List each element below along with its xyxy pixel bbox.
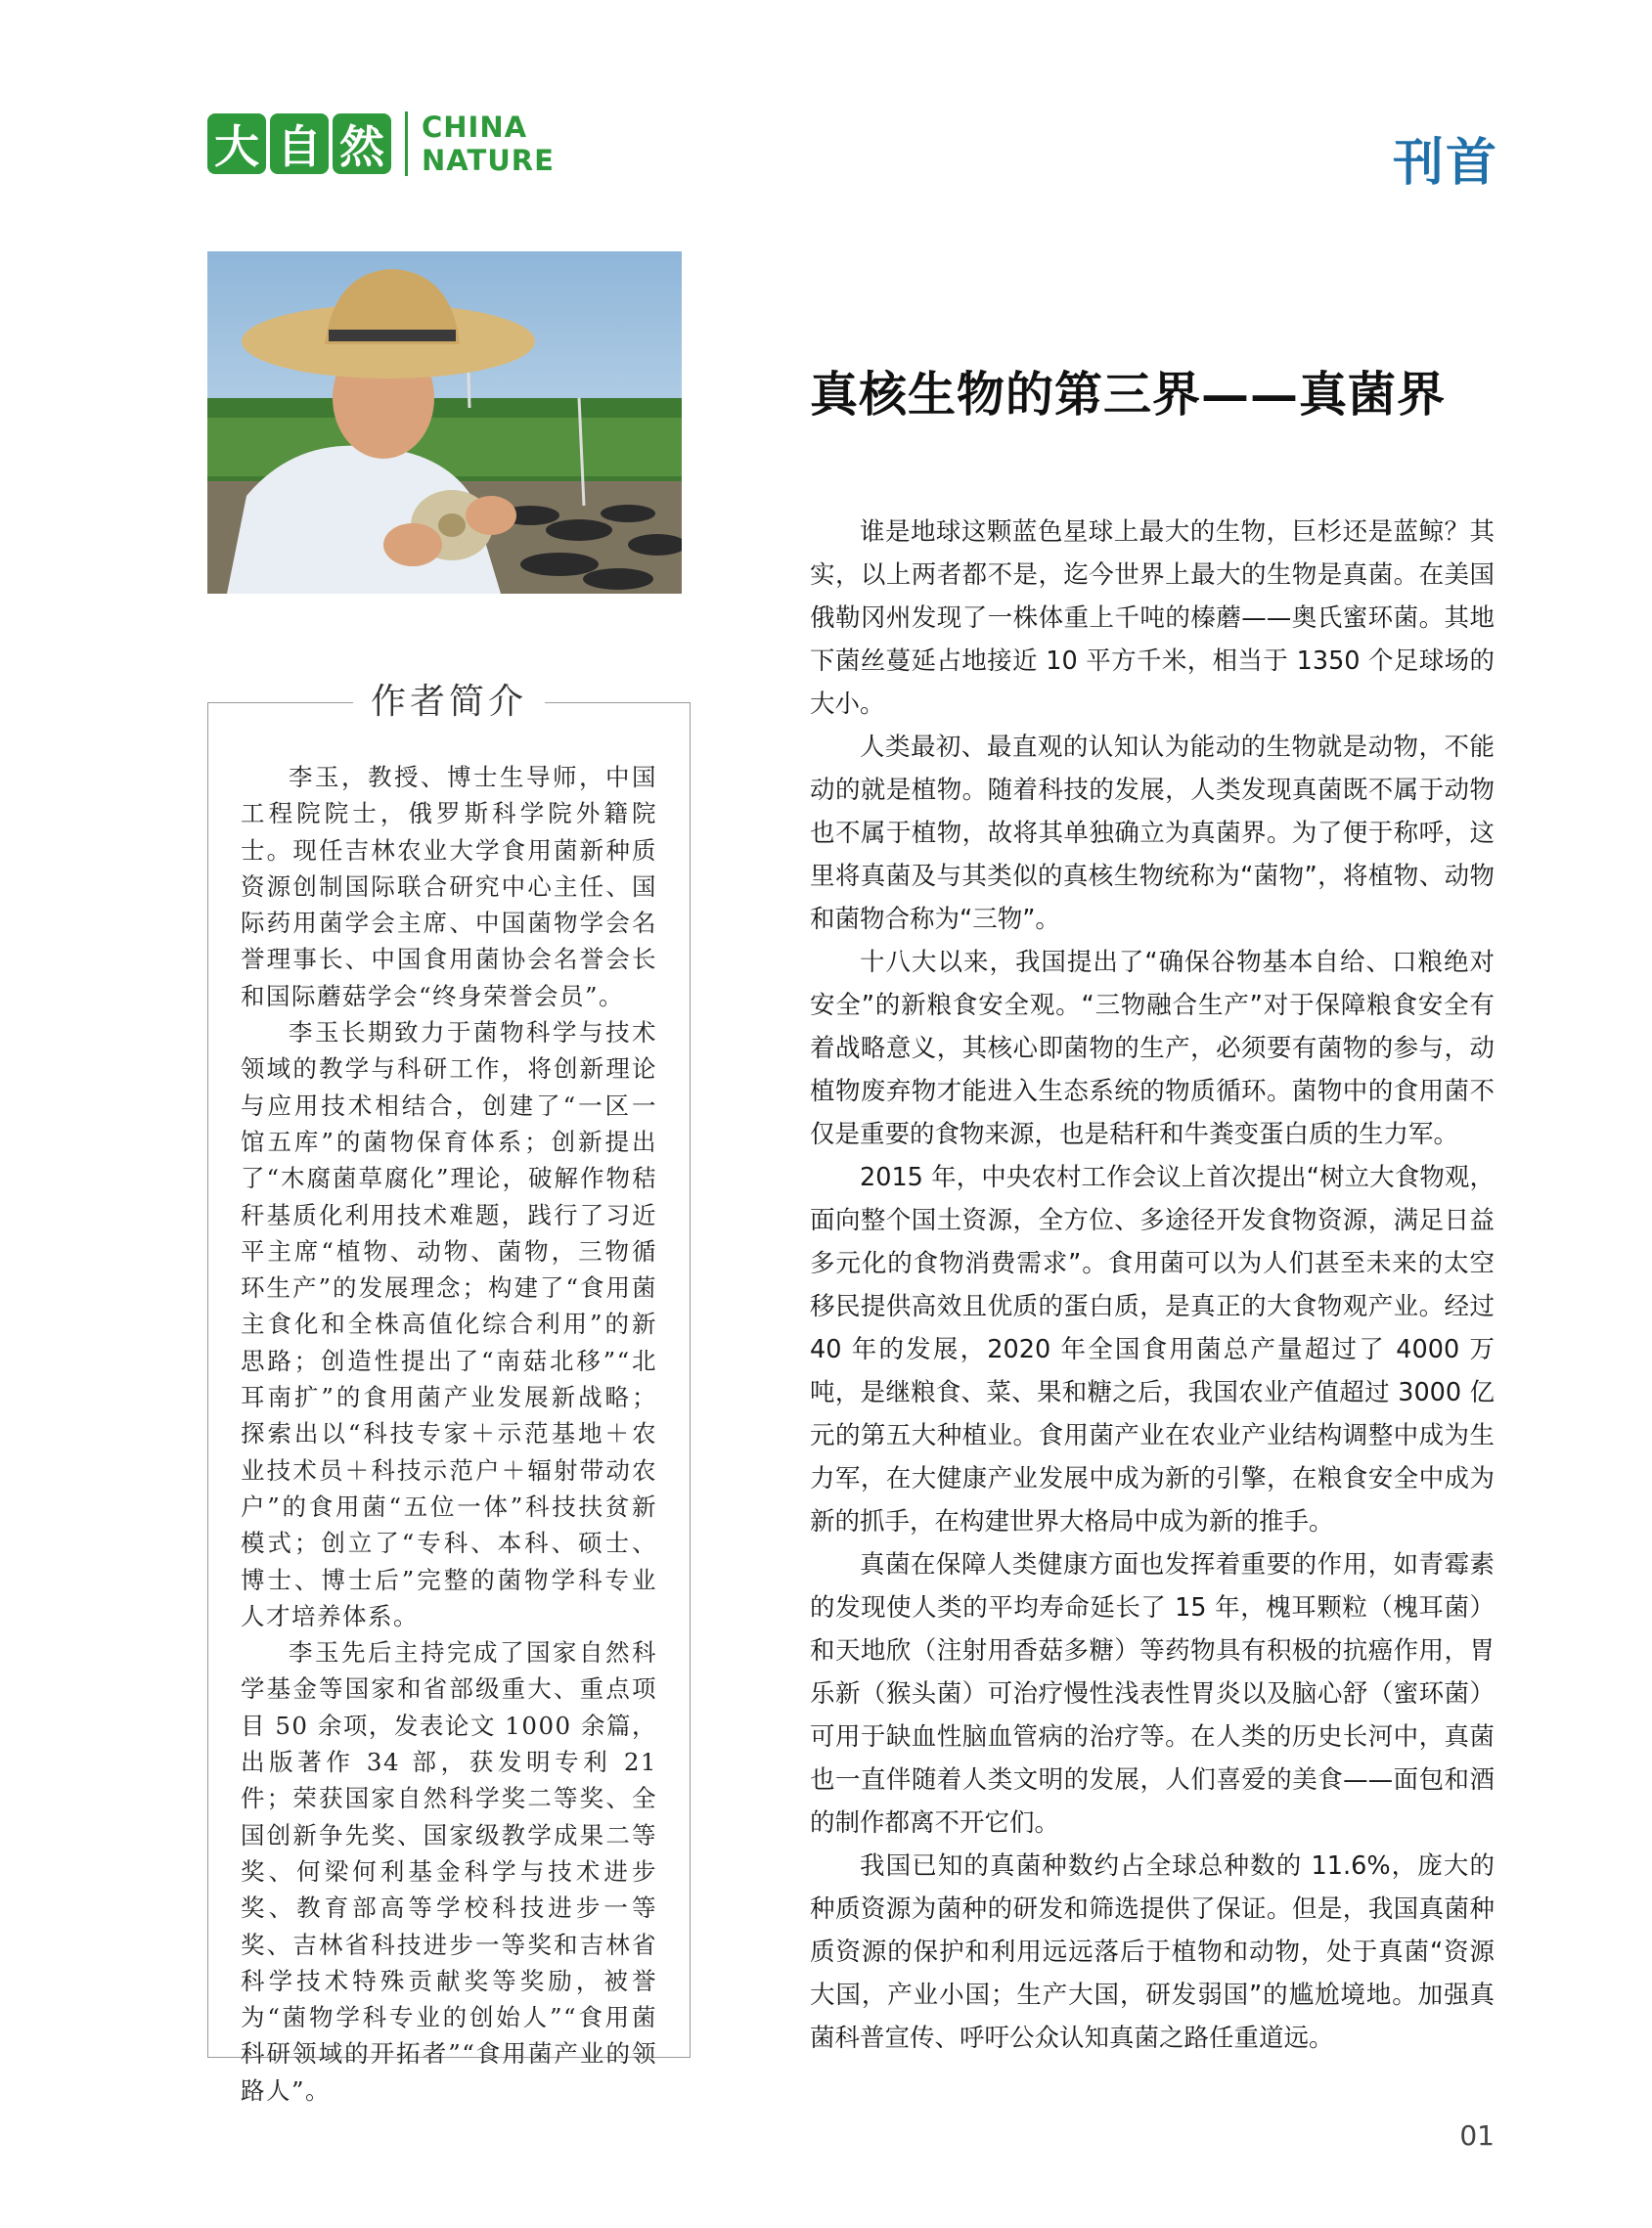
logo-divider (405, 111, 408, 176)
logo-en-line2: NATURE (422, 144, 555, 177)
article-paragraph: 谁是地球这颗蓝色星球上最大的生物，巨杉还是蓝鲸？其实，以上两者都不是，迄今世界上最大的生物是真菌。在美国俄勒冈州发现了一株体重上千吨的榛蘑——奥氏蜜环菌。其地下菌丝蔓延占地接近 10 平方千米，相当于 1350 个足球场的大小。 (810, 517, 1495, 719)
author-photo-illustration (207, 251, 682, 594)
logo-en-line1: CHINA (422, 111, 528, 144)
logo-char-2: 自 (270, 113, 329, 174)
article-paragraph: 真菌在保障人类健康方面也发挥着重要的作用，如青霉素的发现使人类的平均寿命延长了 15 年，槐耳颗粒（槐耳菌）和天地欣（注射用香菇多糖）等药物具有积极的抗癌作用，胃乐新（猴头菌）可治疗慢性浅表性胃炎以及脑心舒（蜜环菌）可用于缺血性脑血管病的治疗等。在人类的历史长河中，真菌也一直伴随着人类文明的发展，人们喜爱的美食——面包和酒的制作都离不开它们。 (810, 1550, 1495, 1838)
article-body (810, 511, 1495, 2060)
author-bio-paragraph: 李玉，教授、博士生导师，中国工程院院士，俄罗斯科学院外籍院士。现任吉林农业大学食用菌新种质资源创制国际联合研究中心主任、国际药用菌学会主席、中国菌物学会名誉理事长、中国食用菌协会名誉会长和国际蘑菇学会“终身荣誉会员”。 (241, 763, 657, 1010)
article-title: 真核生物的第三界——真菌界 (810, 366, 1447, 423)
section-label: 刊首 (1392, 134, 1498, 193)
page-number: 01 (1459, 2119, 1495, 2152)
article-paragraph: 我国已知的真菌种数约占全球总种数的 11.6%，庞大的种质资源为菌种的研发和筛选提供了保证。但是，我国真菌种质资源的保护和利用远远落后于植物和动物，处于真菌“资源大国，产业小国；生产大国，研发弱国”的尴尬境地。加强真菌科普宣传、呼吁公众认知真菌之路任重道远。 (810, 1851, 1495, 2053)
magazine-logo (207, 110, 555, 178)
logo-char-3: 然 (333, 113, 391, 174)
logo-char-1: 大 (207, 113, 266, 174)
author-photo (207, 251, 682, 594)
author-bio-paragraph: 李玉长期致力于菌物科学与技术领域的教学与科研工作，将创新理论与应用技术相结合，创建了“一区一馆五库”的菌物保育体系；创新提出了“木腐菌草腐化”理论，破解作物秸秆基质化利用技术难题，践行了习近平主席“植物、动物、菌物，三物循环生产”的发展理念；构建了“食用菌主食化和全株高值化综合利用”的新思路；创造性提出了“南菇北移”“北耳南扩”的食用菌产业发展新战略；探索出以“科技专家＋示范基地＋农业技术员＋科技示范户＋辐射带动农户”的食用菌“五位一体”科技扶贫新模式；创立了“专科、本科、硕士、博士、博士后”完整的菌物学科专业人才培养体系。 (241, 1018, 657, 1630)
author-bio-text (241, 759, 657, 2109)
logo-english (422, 111, 555, 177)
author-bio-paragraph: 李玉先后主持完成了国家自然科学基金等国家和省部级重大、重点项目 50 余项，发表论文 1000 余篇，出版著作 34 部，获发明专利 21 件；荣获国家自然科学奖二等奖、全国创新争先奖、国家级教学成果二等奖、何梁何利基金科学与技术进步奖、教育部高等学校科技进步一等奖、吉林省科技进步一等奖和吉林省科学技术特殊贡献奖等奖励，被誉为“菌物学科专业的创始人”“食用菌科研领域的开拓者”“食用菌产业的领路人”。 (241, 1638, 657, 2105)
author-bio-title: 作者简介 (353, 679, 545, 726)
article-paragraph: 十八大以来，我国提出了“确保谷物基本自给、口粮绝对安全”的新粮食安全观。“三物融合生产”对于保障粮食安全有着战略意义，其核心即菌物的生产，必须要有菌物的参与，动植物废弃物才能进入生态系统的物质循环。菌物中的食用菌不仅是重要的食物来源，也是秸秆和牛粪变蛋白质的生力军。 (810, 948, 1495, 1149)
article-paragraph: 2015 年，中央农村工作会议上首次提出“树立大食物观，面向整个国土资源，全方位、多途径开发食物资源，满足日益多元化的食物消费需求”。食用菌可以为人们甚至未来的太空移民提供高效且优质的蛋白质，是真正的大食物观产业。经过 40 年的发展，2020 年全国食用菌总产量超过了 4000 万吨，是继粮食、菜、果和糖之后，我国农业产值超过 3000 亿元的第五大种植业。食用菌产业在农业产业结构调整中成为生力军，在大健康产业发展中成为新的引擎，在粮食安全中成为新的抓手，在构建世界大格局中成为新的推手。 (810, 1163, 1495, 1537)
article-paragraph: 人类最初、最直观的认知认为能动的生物就是动物，不能动的就是植物。随着科技的发展，人类发现真菌既不属于动物也不属于植物，故将其单独确立为真菌界。为了便于称呼，这里将真菌及与其类似的真核生物统称为“菌物”，将植物、动物和菌物合称为“三物”。 (810, 733, 1495, 934)
